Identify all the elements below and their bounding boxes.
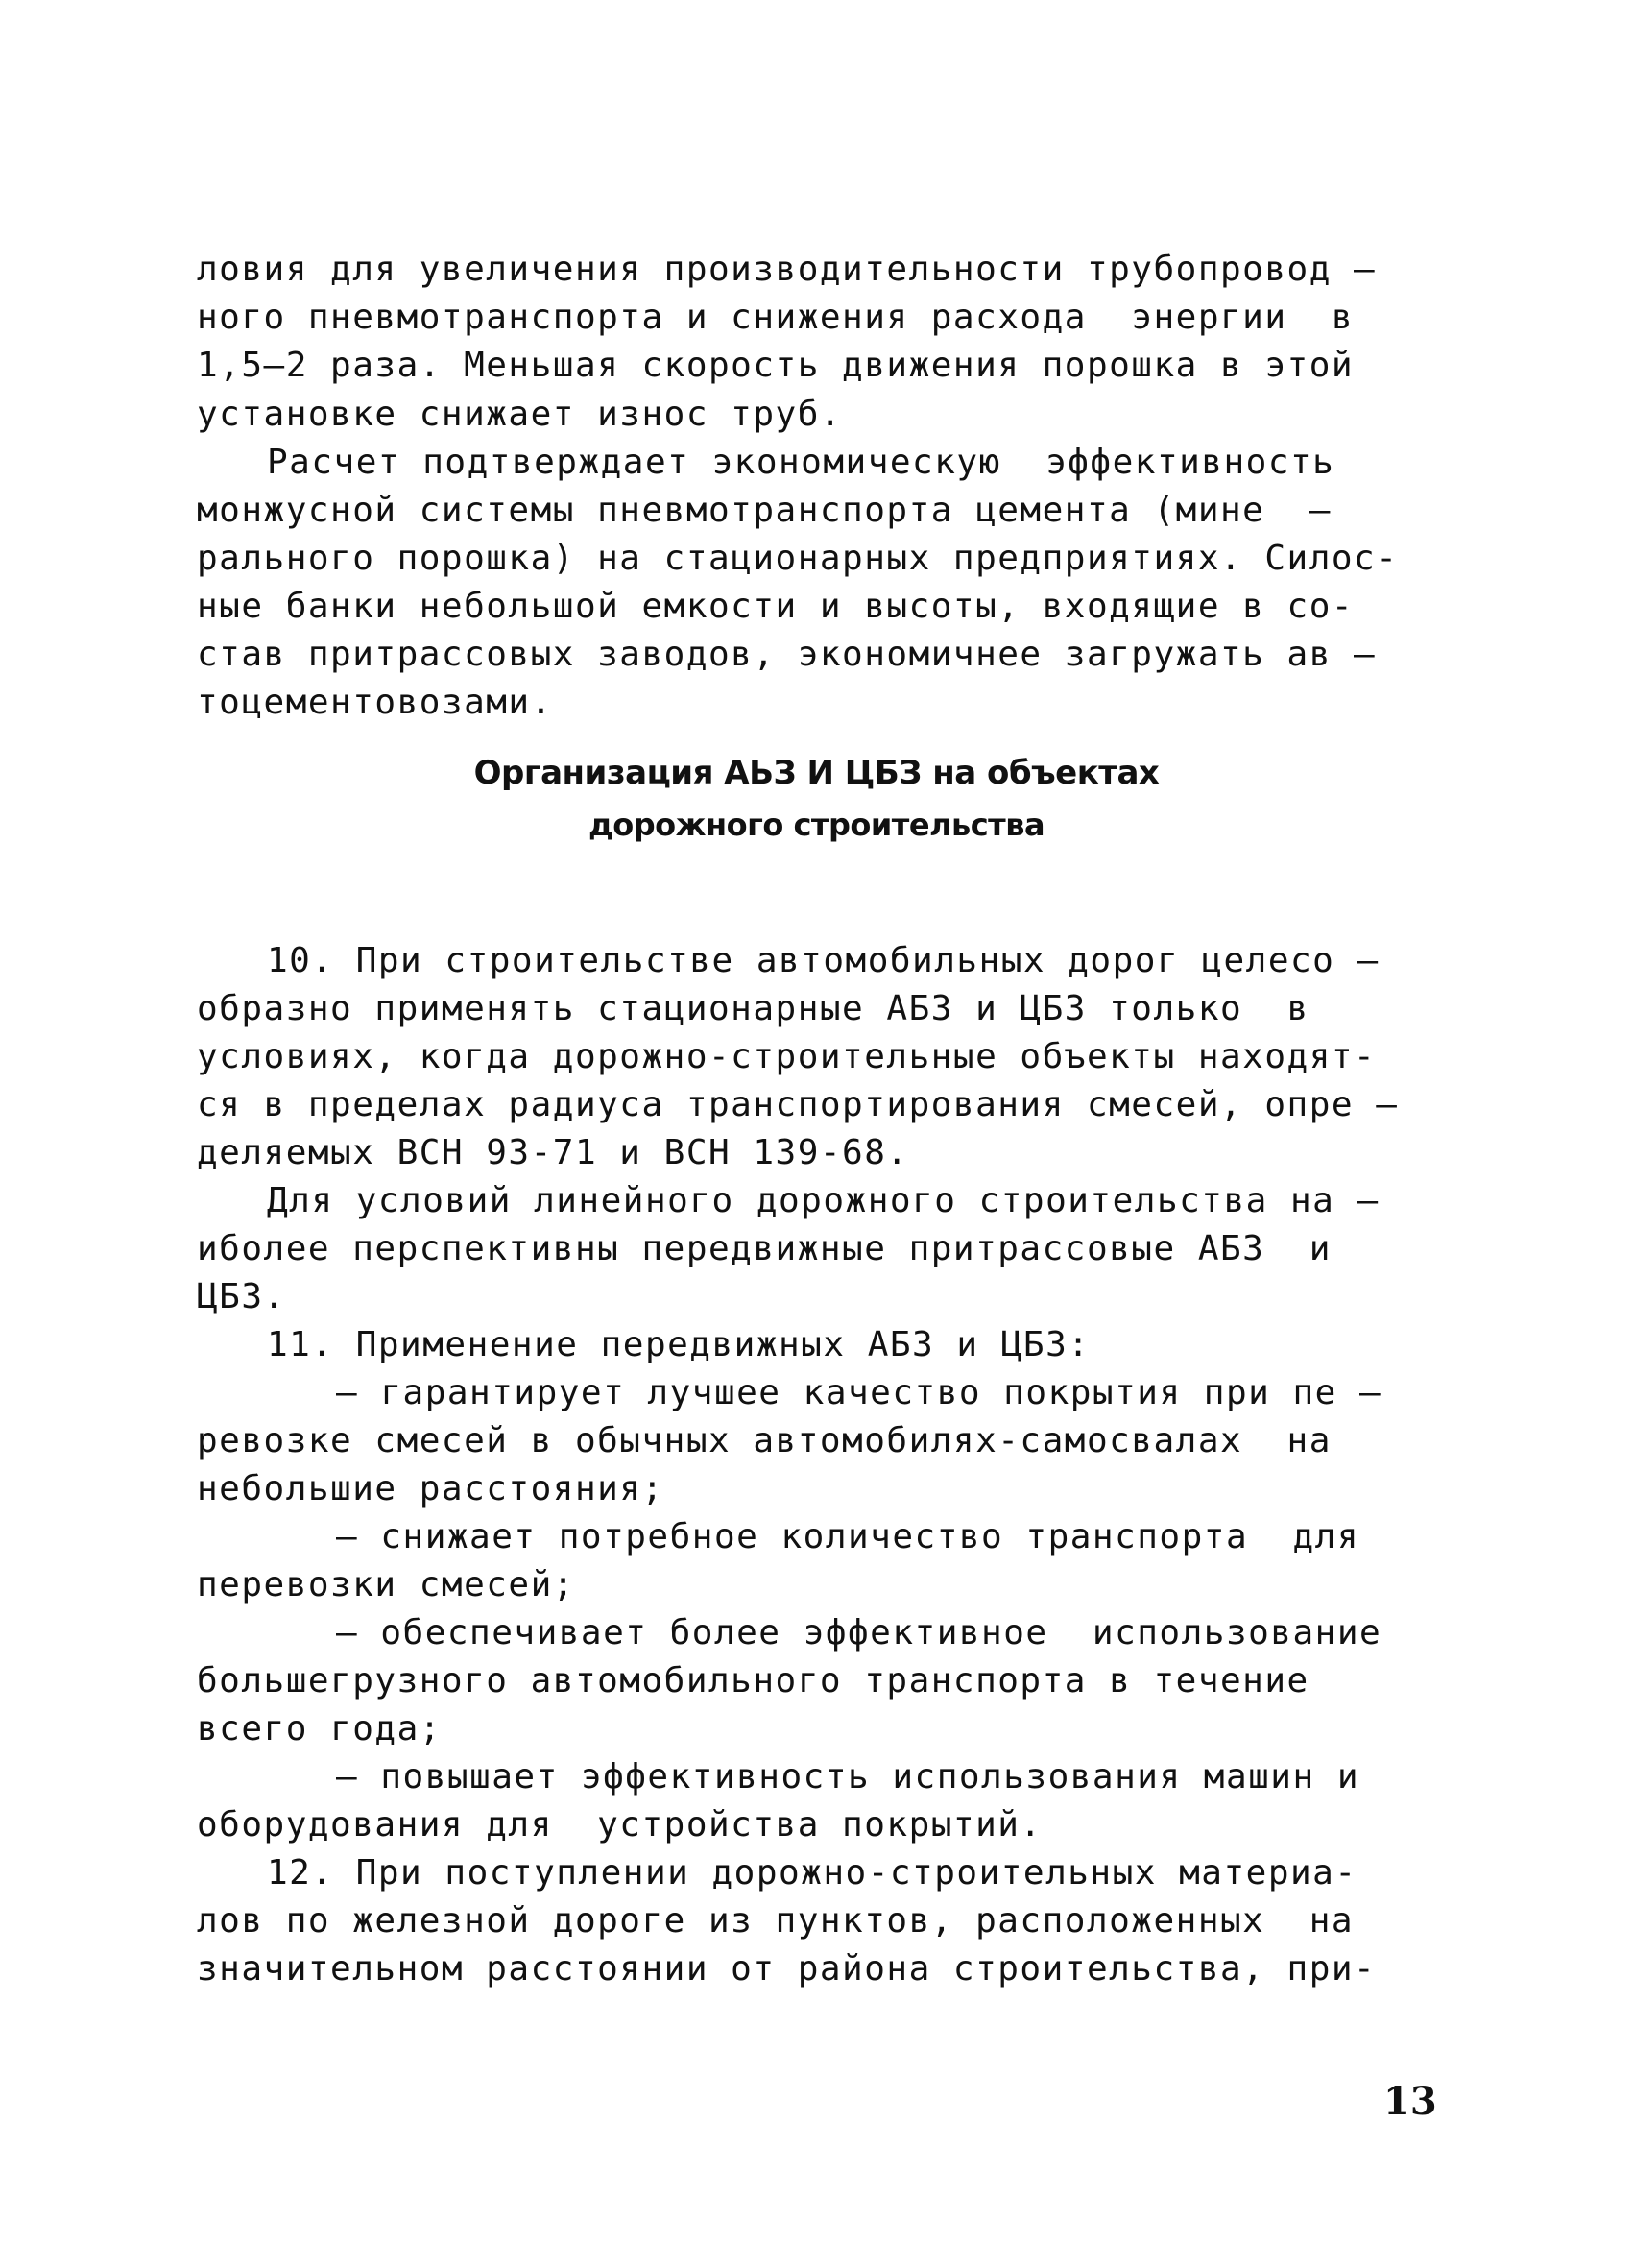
text-line: ревозке смесей в обычных автомобилях-самосвалах на	[197, 1421, 1332, 1460]
text-line: тоцементовозами.	[197, 683, 553, 722]
text-line: 10. При строительстве автомобильных дорог целесо –	[267, 941, 1380, 980]
text-line: монжусной системы пневмотранспорта цемента (мине –	[197, 491, 1332, 530]
section-heading-line-2: дорожного строительства	[588, 807, 1045, 843]
text-line: большегрузного автомобильного транспорта в течение	[197, 1661, 1309, 1701]
text-line: – повышает эффективность использования машин и	[336, 1757, 1359, 1797]
text-line: небольшие расстояния;	[197, 1469, 664, 1508]
text-line: оборудования для устройства покрытий.	[197, 1805, 1043, 1845]
text-line: условиях, когда дорожно-строительные объекты находят-	[197, 1037, 1377, 1076]
text-line: образно применять стационарные АБЗ и ЦБЗ только в	[197, 989, 1309, 1028]
section-heading-line-1: Организация АЬЗ И ЦБЗ на объектах	[473, 754, 1160, 792]
text-line: став притрассовых заводов, экономичнее загружать ав –	[197, 635, 1377, 674]
text-line: 1,5–2 раза. Меньшая скорость движения порошка в этой	[197, 346, 1355, 385]
text-line: – обеспечивает более эффективное использование	[336, 1613, 1382, 1653]
text-line: 11. Применение передвижных АБЗ и ЦБЗ:	[267, 1325, 1091, 1364]
text-line: Для условий линейного дорожного строительства на –	[267, 1181, 1380, 1220]
text-line: ного пневмотранспорта и снижения расхода энергии в	[197, 298, 1355, 337]
text-line: иболее перспективны передвижные притрассовые АБЗ и	[197, 1229, 1332, 1268]
text-line: Расчет подтверждает экономическую эффективность	[267, 443, 1335, 482]
text-line: значительном расстоянии от района строительства, при-	[197, 1949, 1377, 1989]
text-line: – снижает потребное количество транспорта для	[336, 1517, 1359, 1556]
text-line: перевозки смесей;	[197, 1565, 575, 1604]
text-line: установке снижает износ труб.	[197, 395, 843, 434]
text-line: ловия для увеличения производительности трубопровод –	[197, 250, 1377, 289]
text-line: 12. При поступлении дорожно-строительных материа-	[267, 1853, 1357, 1893]
text-line: лов по железной дороге из пунктов, расположенных на	[197, 1901, 1355, 1941]
text-line: ные банки небольшой емкости и высоты, входящие в со-	[197, 587, 1355, 626]
text-line: ЦБЗ.	[197, 1277, 286, 1316]
text-line: рального порошка) на стационарных предприятиях. Силос-	[197, 539, 1399, 578]
text-line: всего года;	[197, 1709, 442, 1749]
text-line: – гарантирует лучшее качество покрытия при пе –	[336, 1373, 1382, 1412]
page-number: 13	[1383, 2079, 1437, 2124]
text-line: деляемых ВСН 93-71 и ВСН 139-68.	[197, 1133, 909, 1172]
text-line: ся в пределах радиуса транспортирования смесей, опре –	[197, 1085, 1399, 1124]
